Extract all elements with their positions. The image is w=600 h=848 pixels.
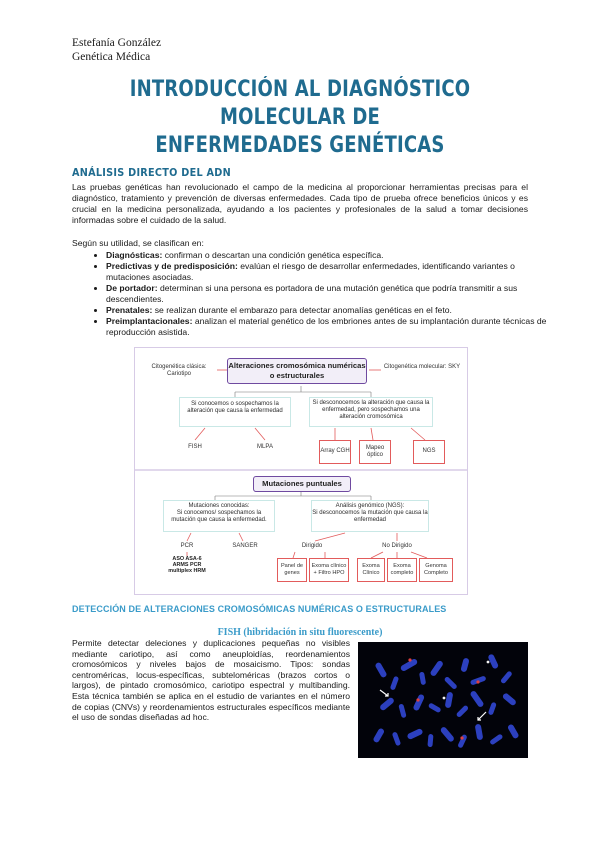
optical-mapping-box: Mapeo óptico — [359, 440, 391, 464]
page-title-line-2: ENFERMEDADES GENÉTICAS — [155, 133, 445, 158]
author-name: Estefanía González — [72, 37, 162, 49]
author-block — [72, 36, 161, 64]
genomic-analysis-box — [311, 500, 429, 532]
known-mutations-title: Mutaciones conocidas: — [188, 503, 250, 509]
list-item-term: Prenatales: — [106, 305, 153, 315]
list-item-text: determinan si una persona es portadora de una mutación genética que podría transmitir a sus descendientes. — [106, 283, 518, 304]
list-item-term: De portador: — [106, 283, 158, 293]
list-item — [106, 250, 548, 261]
fish-subheading: FISH (hibridación in situ fluorescente) — [217, 627, 383, 638]
complete-genome-box: Genoma Completo — [419, 558, 453, 582]
fish-label: FISH — [188, 444, 202, 450]
fish-chromosome-spread — [358, 642, 528, 758]
fish-paragraph: Permite detectar deleciones y duplicaciones pequeñas no visibles mediante cariotipo, así como aneuploidías, reordenamientos cromosómicos y niveles bajos de mosaicismo. Tipos: sondas centroméricas, locus-específicas, subteloméricas (brazos cortos o largos), de pintado cromosómico, cariotipo espectral y multibanding. Esta técnica también se aplica en el estudio de variantes en el número de copias (CNVs) y reordenamientos estructurales específicos mediante el uso de sondas diseñadas ad hoc. — [72, 638, 350, 723]
known-mutations-box — [163, 500, 275, 532]
section-heading-chromosomal: DETECCIÓN DE ALTERACIONES CROMOSÓMICAS NUMÉRICAS O ESTRUCTURALES — [72, 604, 447, 614]
chromosomal-alterations-header: Alteraciones cromosómica numéricas o estructurales — [227, 358, 367, 384]
list-item-text: analizan el material genético de los embriones antes de su implantación durante técnicas de reproducción asistida. — [106, 316, 547, 337]
point-mutations-header: Mutaciones puntuales — [253, 476, 351, 492]
section-heading-dna: ANÁLISIS DIRECTO DEL ADN — [72, 166, 231, 179]
list-item-term: Diagnósticas: — [106, 250, 163, 260]
gene-panel-box: Panel de genes — [277, 558, 307, 582]
page-title — [103, 76, 497, 160]
list-item — [106, 283, 548, 305]
ngs-box: NGS — [413, 440, 445, 464]
list-item-term: Preimplantacionales: — [106, 316, 193, 326]
list-item — [106, 305, 548, 316]
genomic-analysis-title: Análisis genómico (NGS): — [335, 503, 405, 509]
genomic-analysis-text: Si desconocemos la mutación que causa la enfermedad — [312, 510, 428, 524]
known-mutations-text: Si conocemos/ sospechamos la mutación que causa la enfermedad. — [171, 510, 267, 524]
array-cgh-box: Array CGH — [319, 440, 351, 464]
cytogenetics-molecular-label: Citogenética molecular: SKY — [383, 364, 461, 370]
list-item-text: se realizan durante el embarazo para detectar anomalías genéticas en el feto. — [152, 305, 452, 315]
directed-label: Dirigido — [301, 543, 323, 549]
complete-exome-box: Exoma completo — [387, 558, 417, 582]
intro-paragraph: Las pruebas genéticas han revolucionado el campo de la medicina al proporcionar herramientas precisas para el diagnóstico, tratamiento y prevención de diversas enfermedades. Cada tipo de prueba ofrece beneficios únicos y es crucial en la medicina personalizada, ayudando a los pacientes y profesionales de la salud a tomar decisiones informadas sobre el cuidado de la salud. — [72, 182, 528, 225]
classify-paragraph: Según su utilidad, se clasifican en: — [72, 238, 204, 248]
list-item-text: evalúan el riesgo de desarrollar enfermedades, identificando variantes o mutaciones asociadas. — [106, 261, 515, 282]
pcr-label: PCR — [180, 543, 194, 549]
page-title-line-1: INTRODUCCIÓN AL DIAGNÓSTICO MOLECULAR DE — [129, 77, 471, 130]
pcr-techniques-list: ASO ASA-6 ARMS PCR multiplex HRM — [168, 556, 206, 574]
unknown-alteration-box: Si desconocemos la alteración que causa la enfermedad, pero sospechamos una alteración cromosómica — [309, 397, 433, 427]
mlpa-label: MLPA — [257, 444, 273, 450]
sanger-label: SANGER — [232, 543, 258, 549]
cytogenetics-classic-label: Citogenética clásica: Cariotipo — [151, 364, 207, 378]
author-subject: Genética Médica — [72, 51, 151, 63]
list-item — [106, 316, 548, 338]
clinical-exome-hpo-box: Exoma clínico + Filtro HPO — [309, 558, 349, 582]
list-item — [106, 261, 548, 283]
test-types-list — [88, 250, 548, 338]
diagnosis-diagram — [134, 347, 468, 595]
list-item-term: Predictivas y de predisposición: — [106, 261, 238, 271]
clinical-exome-box: Exoma Clínico — [357, 558, 385, 582]
non-directed-label: No Dirigido — [382, 543, 412, 549]
list-item-text: confirman o descartan una condición genética específica. — [162, 250, 384, 260]
fish-microscopy-image — [358, 642, 528, 758]
known-alteration-box: Si conocemos o sospechamos la alteración que causa la enfermedad — [179, 397, 291, 427]
